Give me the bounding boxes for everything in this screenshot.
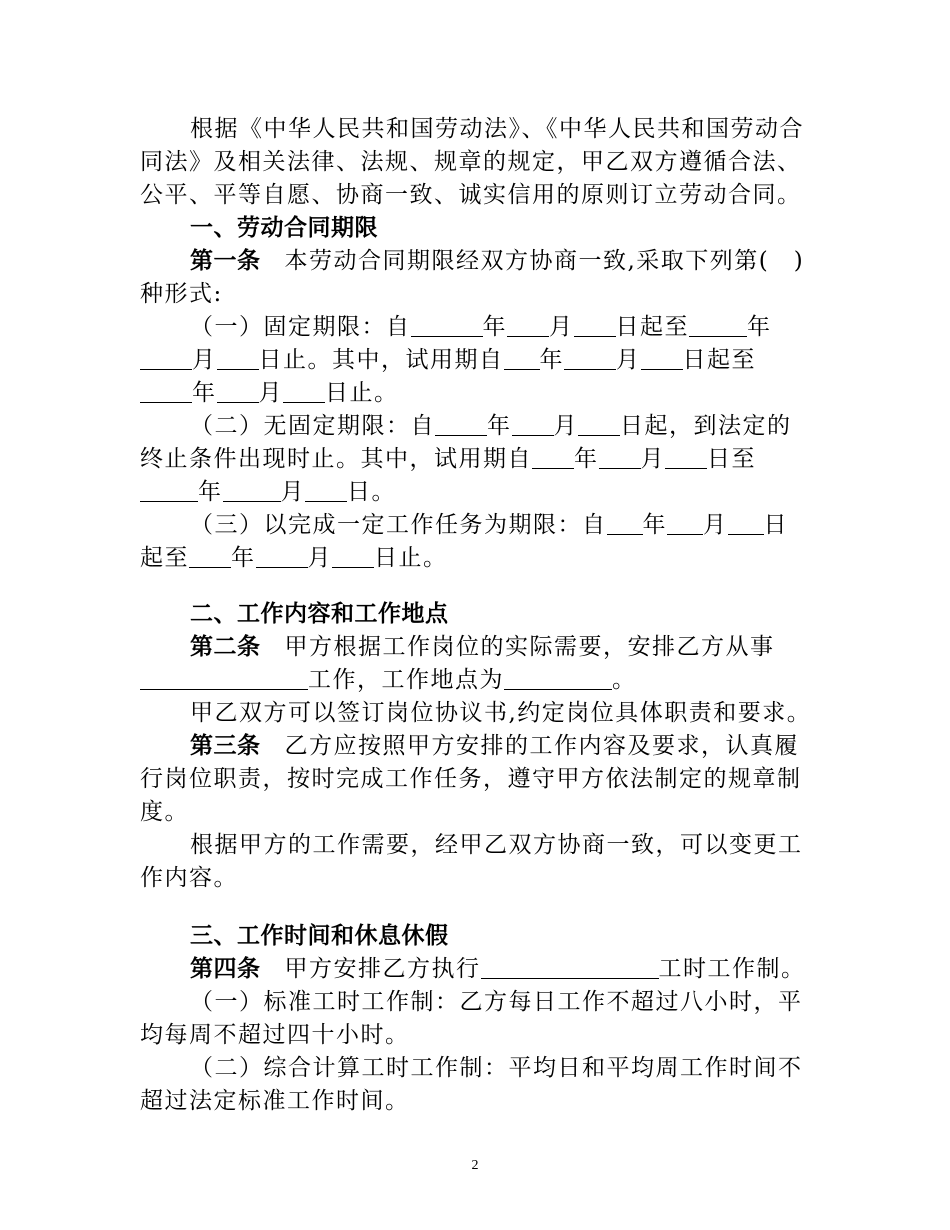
article1: 第一条 本劳动合同期限经双方协商一致,采取下列第( ) xyxy=(190,248,805,274)
task-term-line-1: （三）以完成一定工作任务为期限：自 年 月 日 xyxy=(190,512,788,538)
standard-hours-line-2: 均每周不超过四十小时。 xyxy=(140,1022,410,1048)
blank-field[interactable] xyxy=(728,510,764,535)
intro-line-2: 同法》及相关法律、法规、规章的规定，甲乙双方遵循合法、 xyxy=(140,149,802,175)
change-paragraph-line-1: 根据甲方的工作需要，经甲乙双方协商一致，可以变更工 xyxy=(190,832,803,858)
article1-label: 第一条 xyxy=(190,248,261,274)
blank-field[interactable] xyxy=(532,444,574,469)
blank-field[interactable] xyxy=(481,954,659,979)
blank-field[interactable] xyxy=(140,665,308,690)
blank-field[interactable] xyxy=(667,510,703,535)
intro-line-1: 根据《中华人民共和国劳动法》、《中华人民共和国劳动合 xyxy=(190,116,804,142)
blank-field[interactable] xyxy=(607,510,643,535)
blank-field[interactable] xyxy=(665,444,707,469)
comprehensive-hours-line-2: 超过法定标准工作时间。 xyxy=(140,1088,410,1114)
unfixed-term-line-2: 终止条件出现时止。其中，试用期自 年 月 日至 xyxy=(140,446,756,472)
standard-hours-line-1: （一）标准工时工作制：乙方每日工作不超过八小时，平 xyxy=(190,989,803,1015)
change-paragraph-line-2: 作内容。 xyxy=(140,865,238,891)
blank-field[interactable] xyxy=(507,312,549,337)
article2-label: 第二条 xyxy=(190,634,261,660)
section3-heading: 三、工作时间和休息休假 xyxy=(190,923,449,949)
blank-field[interactable] xyxy=(189,543,231,568)
article4: 第四条 甲方安排乙方执行 工时工作制。 xyxy=(190,956,806,982)
blank-field[interactable] xyxy=(283,378,325,403)
task-term-line-2: 起至 年 月 日止。 xyxy=(140,545,448,571)
article2: 第二条 甲方根据工作岗位的实际需要，安排乙方从事 xyxy=(190,634,775,660)
blank-field[interactable] xyxy=(578,411,620,436)
blank-field[interactable] xyxy=(574,312,616,337)
blank-field[interactable] xyxy=(305,477,347,502)
blank-field[interactable] xyxy=(689,312,747,337)
article1-cont: 种形式: xyxy=(140,281,223,307)
blank-field[interactable] xyxy=(140,345,192,370)
blank-field[interactable] xyxy=(256,543,308,568)
blank-field[interactable] xyxy=(140,477,198,502)
comprehensive-hours-line-1: （二）综合计算工时工作制：平均日和平均周工作时间不 xyxy=(190,1055,803,1081)
article3-line-2: 行岗位职责，按时完成工作任务，遵守甲方依法制定的规章制 xyxy=(140,766,802,792)
section1-heading: 一、劳动合同期限 xyxy=(190,215,378,241)
blank-field[interactable] xyxy=(332,543,374,568)
blank-field[interactable] xyxy=(435,411,487,436)
section2-heading: 二、工作内容和工作地点 xyxy=(190,601,449,627)
article4-label: 第四条 xyxy=(190,956,261,982)
blank-field[interactable] xyxy=(564,345,616,370)
agreement-paragraph: 甲乙双方可以签订岗位协议书,约定岗位具体职责和要求。 xyxy=(190,700,812,726)
fixed-term-line-3: 年 月 日止。 xyxy=(140,377,810,410)
intro-line-3: 公平、平等自愿、协商一致、诚实信用的原则订立劳动合同。 xyxy=(140,182,802,208)
blank-field[interactable] xyxy=(411,312,483,337)
blank-field[interactable] xyxy=(217,378,259,403)
blank-field[interactable] xyxy=(641,345,683,370)
blank-field[interactable] xyxy=(223,477,281,502)
blank-field[interactable] xyxy=(599,444,641,469)
unfixed-term-line-1: （二）无固定期限：自 年 月 日起，到法定的 xyxy=(190,413,792,439)
blank-field[interactable] xyxy=(140,378,192,403)
fixed-term-line-1: （一）固定期限：自 年 月 日起至 年 xyxy=(190,314,772,340)
unfixed-term-line-3: 年 月 日。 xyxy=(140,476,810,509)
blank-field[interactable] xyxy=(504,665,612,690)
page-number: 2 xyxy=(471,1158,479,1173)
article2-cont: 工作，工作地点为 。 xyxy=(140,664,810,697)
blank-field[interactable] xyxy=(217,345,259,370)
article3-line-3: 度。 xyxy=(140,799,189,825)
article3-label: 第三条 xyxy=(190,733,261,759)
fixed-term-line-2: 月 日止。其中，试用期自 年 月 日起至 xyxy=(140,344,810,377)
article3: 第三条 乙方应按照甲方安排的工作内容及要求，认真履 xyxy=(190,733,799,759)
blank-field[interactable] xyxy=(512,411,554,436)
blank-field[interactable] xyxy=(504,345,540,370)
